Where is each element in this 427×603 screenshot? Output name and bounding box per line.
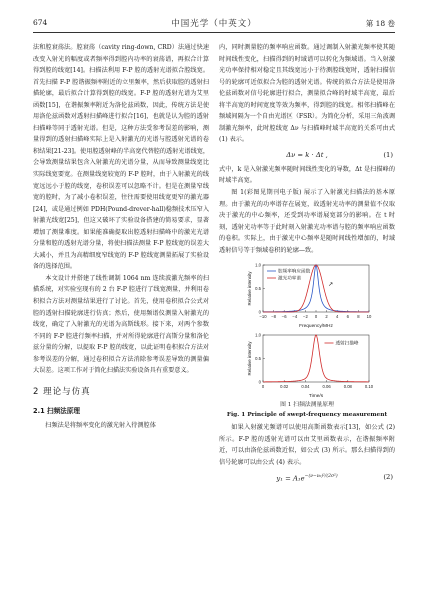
x-tick-label: 0 — [261, 384, 265, 390]
figure-caption-cn: 图 1 扫频法测量原理 — [280, 402, 334, 409]
x-tick-label: −4 — [292, 314, 298, 320]
x-tick-label: 0.04 — [301, 384, 310, 390]
y-axis-label: Relative intensity — [247, 271, 252, 306]
legend-label-0: 腔频率响应函数 — [278, 269, 311, 275]
left-column — [33, 42, 209, 432]
arrow-annotation: ↗ — [328, 281, 334, 289]
x-tick-label: −10 — [259, 314, 267, 320]
legend-label-1: 激光功率谱 — [278, 276, 301, 282]
x-tick-label: 8 — [357, 314, 360, 320]
paragraph-gaussian-intro: 如果入射激光频谱可以使用高斯函数表示[13]，如公式 (2) 所示。F-P 腔的透射光谱可以由艾里函数表示，在谐振频率附近，可以由洛伦兹函数近似，如公式 (3) 所示。那么扫描得到的信号轮廓可以由公式 (4) 表示。 — [219, 424, 395, 466]
x-tick-label: −8 — [271, 314, 276, 320]
x-tick-label: 0.08 — [343, 384, 352, 390]
paragraph-work-summary: 本文设计并搭建了线性调制 1064 nm 连续波激光频率的扫描系统，对实验室现有的 2 台 F-P 腔进行了线宽测量，并利用卷积拟合方法对测量结果进行了讨论。首先，使用卷积拟合公式对腔的透射扫描轮廓进行仿真；然后，使用频谱仪测量入射激光的线宽，确定了入射激光的光谱为高斯线形。接下来，对两个参数不同的 F-P 腔进行频率扫描，并对所得轮廓进行高斯分量和洛伦兹分量的分解，以提取 F-P 腔的线宽，以此证明卷积拟合方法对参考误差的分解，通过卷积拟合方法消除参考误差导致的测量偏大误差。这项工作对于简化扫描法实验设备具有重要意义。 — [33, 274, 209, 375]
legend-label-0: 透射扫描峰 — [335, 341, 359, 347]
x-tick-label: 0 — [314, 314, 318, 320]
equation-1 — [219, 148, 395, 162]
equation-1-body: Δν = k · Δt , — [286, 150, 328, 159]
paragraph-method-cont: 内，同时测量腔的频率响应函数。通过调制入射激光频率使其随时间线性变化，扫描得到的时域谱可以转化为频域谱。当入射激光功率保持相对稳定且其线宽远小于待测腔线宽时，透射扫描信号的轮廓可近似拟合为腔的透射光谱。传统的拟合方法是使用洛伦兹函数对信号轮廓进行拟合，测量拟合峰的时域半高宽，最后将半高宽的时间宽度等效为频率，得到腔的线宽。相邻扫描峰在频域间隔为一个自由光谱区（FSR）。为简化分析，采用三角波调制激光频率，此时腔线宽 Δν 与扫描峰时域半高宽的关系可由式 (1) 表示。 — [219, 44, 395, 144]
section-title: 2 理论与仿真 — [33, 386, 91, 397]
equation-2-number: (2) — [383, 473, 393, 482]
x-tick-label: 2 — [325, 314, 328, 320]
x-tick-label: −6 — [281, 314, 287, 320]
subsection-title: 2.1 扫频法原理 — [33, 407, 80, 416]
page-number: 674 — [33, 18, 48, 27]
x-tick-label: 4 — [336, 314, 339, 320]
y-tick-label: 1.0 — [255, 262, 261, 268]
time-chart — [219, 330, 395, 400]
equation-2-lhs: y₁ = A₁e — [276, 474, 305, 483]
page-header — [33, 14, 395, 33]
equation-2 — [219, 470, 395, 484]
figure-caption-en: Fig. 1 Principle of swept-frequency measurement — [226, 412, 388, 419]
x-axis-label: Time/s — [308, 394, 324, 400]
paragraph-method-start: 扫频法是将频率变化的激光射入待测腔体 — [45, 421, 156, 429]
x-tick-label: −2 — [303, 314, 308, 320]
y-tick-label: 0 — [258, 309, 261, 315]
x-tick-label: 10 — [366, 314, 372, 320]
paragraph-intro-cont: 法和腔衰荡法。腔衰荡（cavity ring-down, CRD）法通过快速改变入射光的幅度或者频率得到腔内功率的衰荡谱，再拟合计算得到腔的线宽[14]。扫描法利用 F-P 腔的透射光谱拟合腔线宽。首先扫描 F-P 腔谐振频率附近的立里频率，然后获取腔的透射扫描轮廓，最后拟合计算得到腔的线宽。F-P 腔的透射光谱为艾里函数[15]，在谐振频率附近为洛伦兹函数，因此，传统方法是使用洛伦兹函数对透射扫描峰进行拟合[16]，也就是认为腔的透射扫描峰等同于透射光谱。但是，这种方法受参考误差的影响，测量得到的透射扫描峰实际上是入射激光的光谱与腔透射光谱的卷积结果[21-23]。使用腔透射峰的半高宽代替腔的透射光谱线宽，会导致测量结果包含入射激光的光谱分量，从而导致测量线宽比实际线宽要宽。在测量线宽较宽的 F-P 腔时，由于入射激光的线宽远远小于腔的线宽，卷积误差可以忽略不计。但是在测量窄线宽的腔时，为了减小卷积误差，往往需要使用线宽更窄的激光器[24]，或是通过例如 PDH(Pound-drever-hall)稳频技术压窄入射激光线宽[25]，但这又破坏了实验设备搭建的简易要求，显著增加了测量难度。如果能准确提取出腔透射扫描峰中的激光光谱分量和腔的透射光谱分量，将使扫描法测量 F-P 腔线宽的误差大大减小，并且为高精细度窄线宽的 F-P 腔线宽测量拓展了实验设备的选择范围。 — [33, 44, 210, 271]
y-tick-label: 0 — [258, 379, 261, 385]
paragraph-eq1-explain: 式中，k 是入射激光频率随时间线性变化的导数，Δt 是扫描峰的时域半高宽。 — [219, 165, 395, 185]
x-tick-label: 0.06 — [322, 384, 331, 390]
frequency-chart — [219, 260, 395, 330]
equation-1-number: (1) — [383, 150, 393, 159]
equation-2-exponent: −(ν−ν₀)²/(2σ²) — [304, 474, 338, 480]
y-axis-label: Relative intensity — [247, 341, 252, 376]
figure-1 — [219, 260, 395, 420]
y-tick-label: 1.0 — [255, 332, 261, 338]
x-tick-label: 0.10 — [364, 384, 374, 390]
paragraph-figure-intro: 图 1(彩图见期刊电子版) 展示了入射激光扫描法的基本原理。由于激光的功率谱存在展宽，故透射光功率的测量值不仅取决于激光的中心频率，还受到功率谱展宽部分的影响。在 t 时刻，透射光功率等于此时刻入射激光功率谱与腔的频率响应函数的卷积。实际上，由于激光中心频率是随时间线性增加的，时域透射信号等于频域卷积的轮廓—致。 — [219, 189, 395, 254]
y-tick-label: 0.5 — [255, 286, 261, 292]
y-tick-label: 0.5 — [255, 356, 261, 362]
x-tick-label: 6 — [346, 314, 349, 320]
x-tick-label: 0.02 — [280, 384, 289, 390]
journal-title: 中国光学（中英文） — [171, 19, 257, 29]
x-axis-label: Frequency/MHz — [299, 324, 333, 330]
volume-label: 第 18 卷 — [365, 19, 395, 28]
right-column — [219, 42, 395, 486]
